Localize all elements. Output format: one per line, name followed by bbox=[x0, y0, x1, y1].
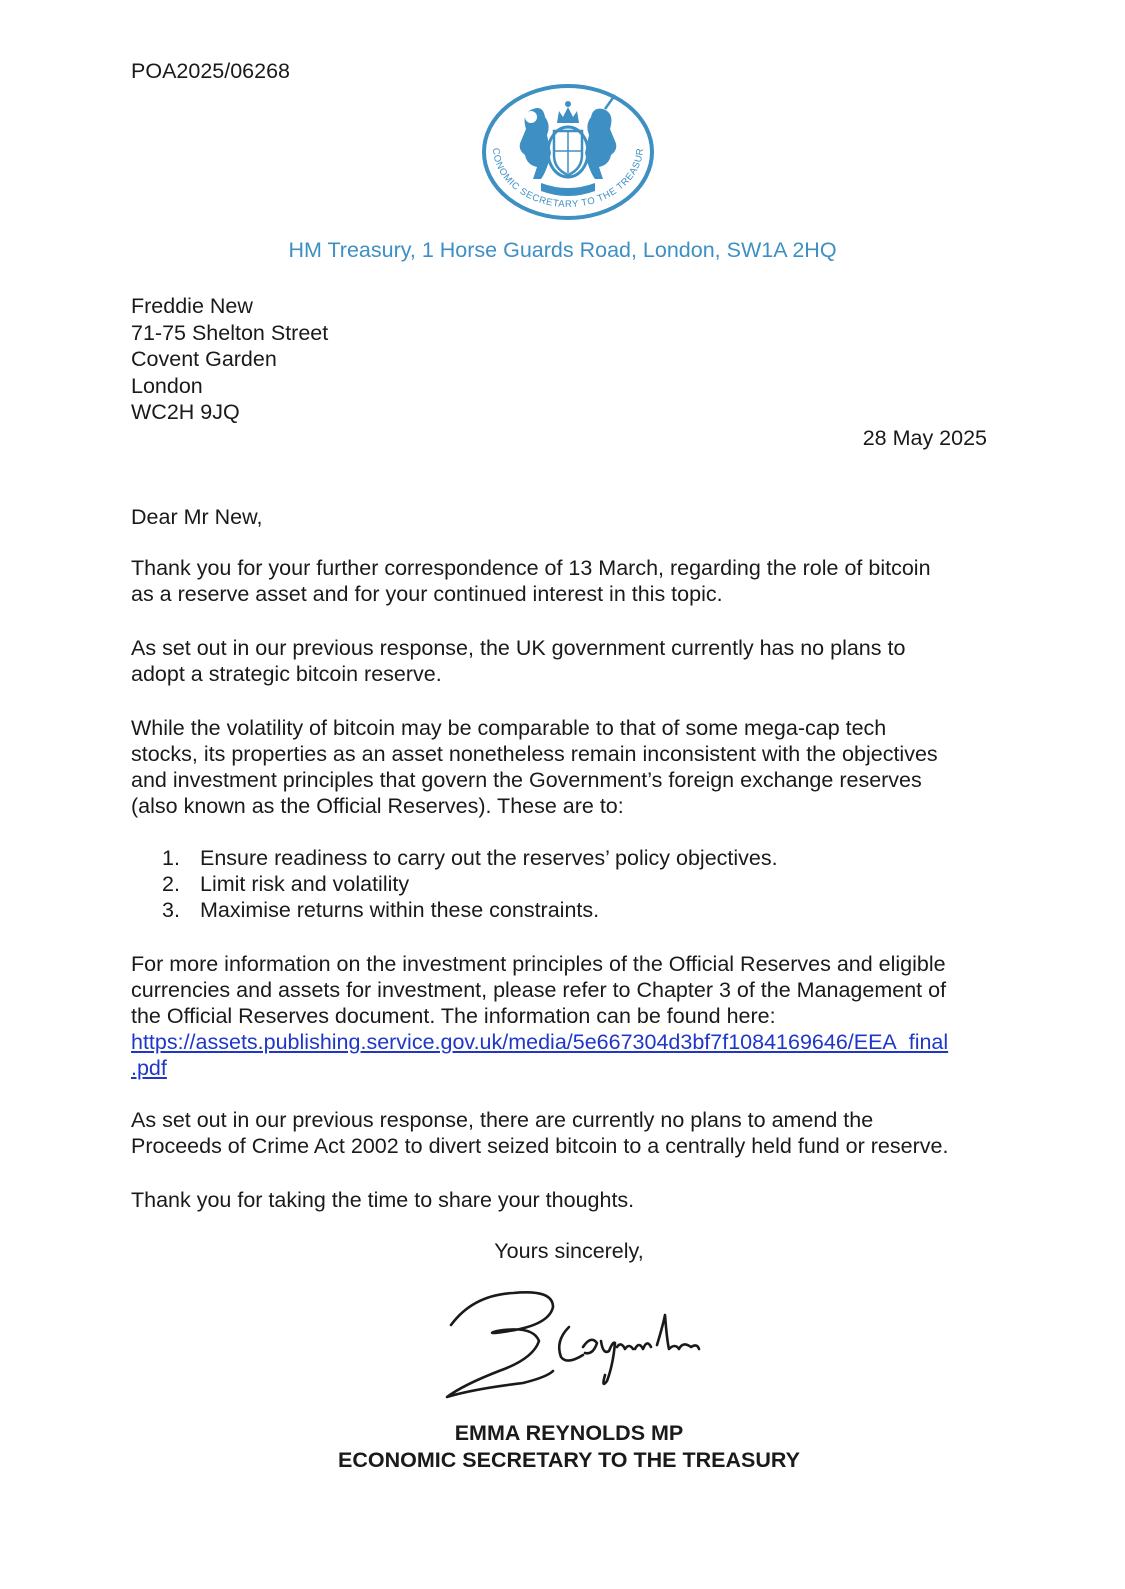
paragraph-line: as a reserve asset and for your continued interest in this topic. bbox=[131, 582, 723, 606]
reserves-document-link[interactable]: https://assets.publishing.service.gov.uk/media/5e667304d3bf7f1084169646/EEA_final bbox=[131, 1030, 949, 1054]
list-item bbox=[162, 871, 778, 897]
recipient-postcode: WC2H 9JQ bbox=[131, 400, 240, 424]
list-number: 3. bbox=[162, 898, 180, 922]
recipient-name: Freddie New bbox=[131, 294, 253, 318]
signer-block bbox=[0, 1420, 1125, 1474]
recipient-address bbox=[131, 293, 328, 426]
paragraph-1 bbox=[131, 555, 1011, 607]
list-item bbox=[162, 897, 778, 923]
letterhead-address: HM Treasury, 1 Horse Guards Road, London, SW1A 2HQ bbox=[288, 238, 837, 262]
paragraph-line: Thank you for your further correspondence of 13 March, regarding the role of bitcoin bbox=[131, 556, 931, 580]
paragraph-line: adopt a strategic bitcoin reserve. bbox=[131, 662, 442, 686]
reference-number: POA2025/06268 bbox=[131, 59, 290, 83]
signer-name: EMMA REYNOLDS MP bbox=[454, 1421, 684, 1445]
objectives-list bbox=[162, 845, 778, 923]
paragraph-line: stocks, its properties as an asset nonetheless remain inconsistent with the objectives bbox=[131, 742, 938, 766]
paragraph-line: While the volatility of bitcoin may be comparable to that of some mega-cap tech bbox=[131, 716, 887, 740]
list-number: 2. bbox=[162, 872, 180, 896]
paragraph-2 bbox=[131, 635, 1011, 687]
crest-text: CONOMIC SECRETARY TO THE TREASUR bbox=[489, 147, 647, 211]
reserves-document-link-continued[interactable]: .pdf bbox=[131, 1056, 167, 1080]
paragraph-line: Thank you for taking the time to share your thoughts. bbox=[131, 1188, 635, 1212]
recipient-street: 71-75 Shelton Street bbox=[131, 320, 329, 345]
paragraph-line: and investment principles that govern the Government’s foreign exchange reserves bbox=[131, 768, 922, 792]
paragraph-6 bbox=[131, 1187, 1011, 1213]
recipient-area: Covent Garden bbox=[131, 347, 277, 371]
letter-date: 28 May 2025 bbox=[862, 426, 987, 450]
list-item bbox=[162, 845, 778, 871]
salutation: Dear Mr New, bbox=[131, 505, 263, 529]
paragraph-line: currencies and assets for investment, please refer to Chapter 3 of the Management of bbox=[131, 978, 947, 1002]
closing: Yours sincerely, bbox=[494, 1239, 644, 1263]
paragraph-4 bbox=[131, 951, 1011, 1081]
paragraph-line: As set out in our previous response, the UK government currently has no plans to bbox=[131, 636, 906, 660]
paragraph-3 bbox=[131, 715, 1011, 819]
list-number: 1. bbox=[162, 846, 180, 870]
paragraph-line: the Official Reserves document. The information can be found here: bbox=[131, 1004, 776, 1028]
list-text: Limit risk and volatility bbox=[200, 872, 410, 896]
treasury-crest-logo bbox=[481, 83, 655, 222]
paragraph-line: (also known as the Official Reserves). These are to: bbox=[131, 794, 624, 818]
paragraph-line: As set out in our previous response, there are currently no plans to amend the bbox=[131, 1108, 874, 1132]
signer-title: ECONOMIC SECRETARY TO THE TREASURY bbox=[338, 1448, 800, 1472]
paragraph-line: For more information on the investment principles of the Official Reserves and eligible bbox=[131, 952, 946, 976]
handwritten-signature bbox=[443, 1285, 705, 1403]
list-text: Maximise returns within these constraints. bbox=[200, 898, 600, 922]
paragraph-5 bbox=[131, 1107, 1011, 1159]
list-text: Ensure readiness to carry out the reserves’ policy objectives. bbox=[200, 846, 778, 870]
recipient-city: London bbox=[131, 373, 203, 398]
paragraph-line: Proceeds of Crime Act 2002 to divert seized bitcoin to a centrally held fund or reserve. bbox=[131, 1134, 949, 1158]
